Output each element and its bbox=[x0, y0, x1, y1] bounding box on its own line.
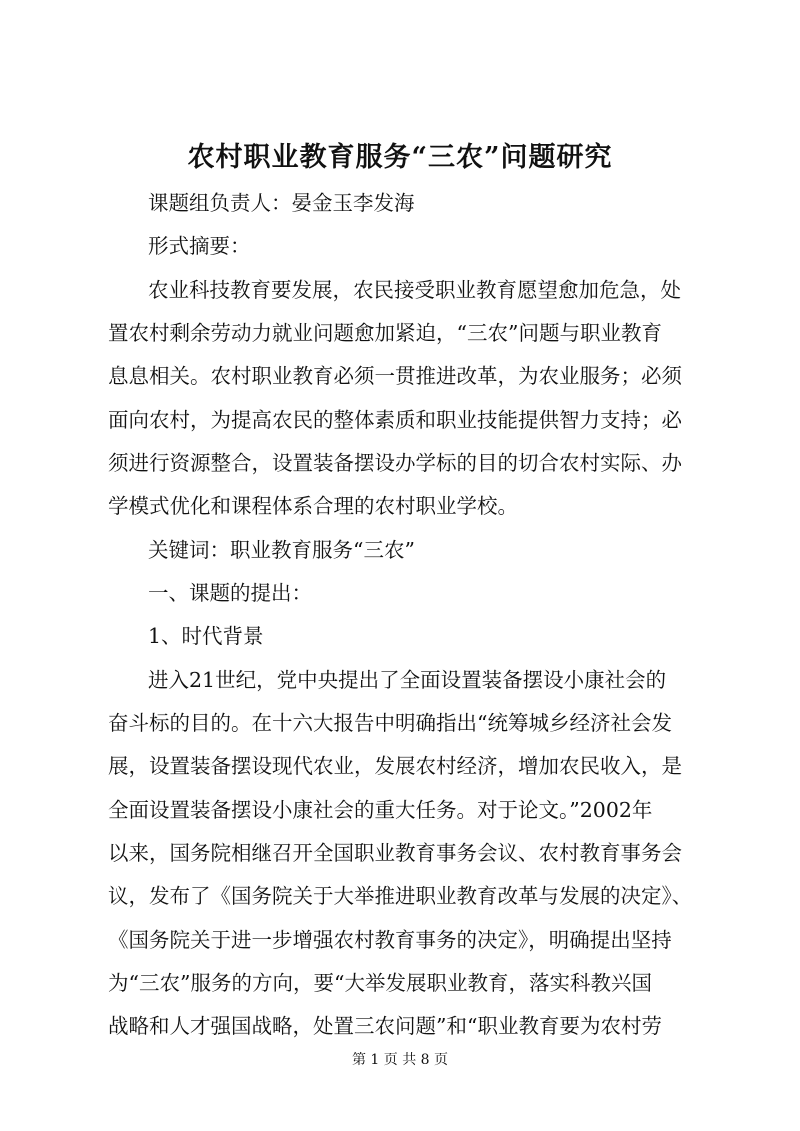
body-line-5: 以来，国务院相继召开全国职业教育事务会议、农村教育事务会 bbox=[108, 841, 682, 865]
body-line-3: 展，设置装备摆设现代农业，发展农村经济，增加农民收入，是 bbox=[108, 754, 682, 778]
keywords-line: 关键词：职业教育服务“三农” bbox=[148, 538, 415, 562]
body-line-6: 议，发布了《国务院关于大举推进职业教育改革与发展的决定》、 bbox=[108, 884, 693, 908]
body-line-2: 奋斗标的目的。在十六大报告中明确指出“统筹城乡经济社会发 bbox=[108, 711, 672, 735]
section-heading: 一、课题的提出： bbox=[148, 581, 312, 605]
abstract-line-2: 置农村剩余劳动力就业问题愈加紧迫，“三农”问题与职业教育 bbox=[108, 321, 662, 345]
subsection-heading: 1、时代背景 bbox=[148, 624, 264, 648]
abstract-heading: 形式摘要： bbox=[148, 234, 251, 258]
document-title: 农村职业教育服务“三农”问题研究 bbox=[187, 142, 613, 173]
body-line-1: 进入21世纪，党中央提出了全面设置装备摆设小康社会的 bbox=[148, 668, 667, 692]
author-line: 课题组负责人：晏金玉李发海 bbox=[148, 191, 415, 215]
abstract-line-6: 学模式优化和课程体系合理的农村职业学校。 bbox=[108, 494, 518, 518]
abstract-line-5: 须进行资源整合，设置装备摆设办学标的目的切合农村实际、办 bbox=[108, 451, 682, 475]
body-line-4: 全面设置装备摆设小康社会的重大任务。对于论文。”2002年 bbox=[108, 798, 653, 822]
abstract-line-1: 农业科技教育要发展，农民接受职业教育愿望愈加危急，处 bbox=[148, 278, 681, 302]
body-line-7: 《国务院关于进一步增强农村教育事务的决定》，明确提出坚持 bbox=[108, 928, 672, 952]
body-line-9: 战略和人才强国战略，处置三农问题”和“职业教育要为农村劳 bbox=[108, 1014, 662, 1038]
abstract-line-4: 面向农村，为提高农民的整体素质和职业技能提供智力支持；必 bbox=[108, 408, 682, 432]
body-line-8: 为“三农”服务的方向，要“大举发展职业教育，落实科教兴国 bbox=[108, 971, 652, 995]
abstract-line-3: 息息相关。农村职业教育必须一贯推进改革，为农业服务；必须 bbox=[108, 364, 682, 388]
page-number-footer: 第 1 页 共 8 页 bbox=[351, 1052, 449, 1068]
